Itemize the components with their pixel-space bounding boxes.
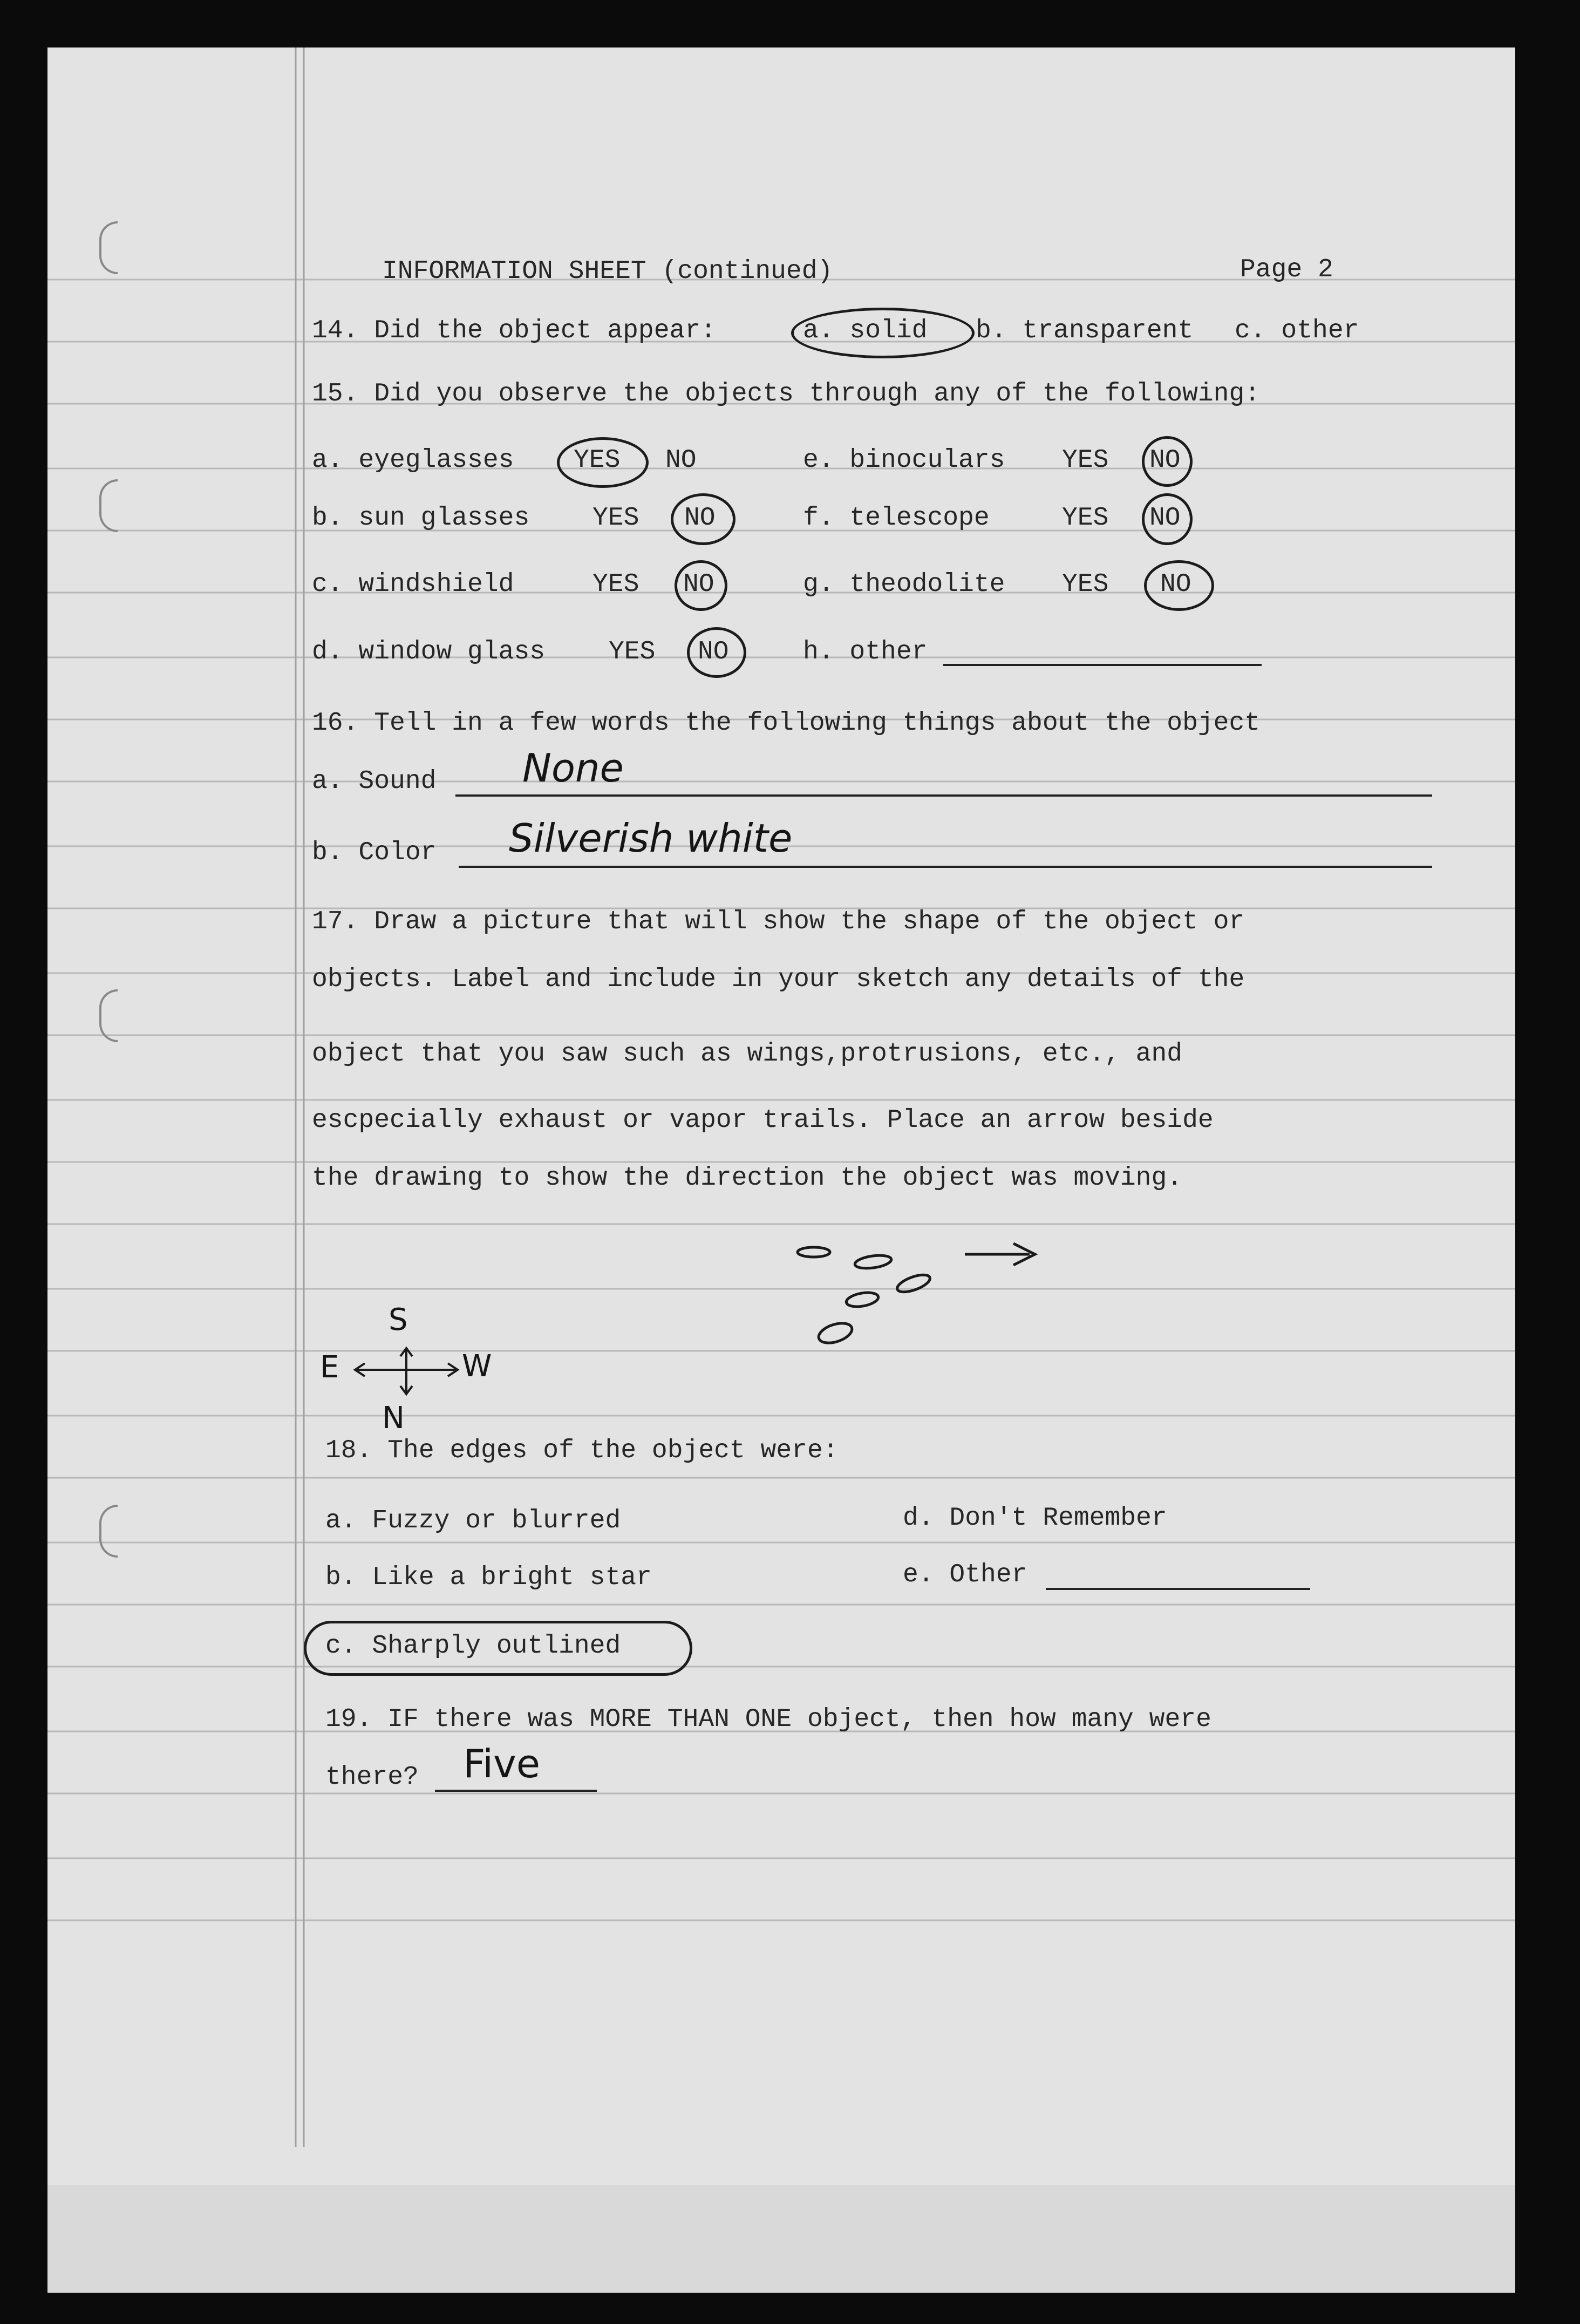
q16-color-label: b. Color: [312, 838, 437, 867]
q18-option-e: e. Other: [903, 1560, 1027, 1589]
q18-option-b: b. Like a bright star: [325, 1563, 652, 1592]
sheet-title: INFORMATION SHEET (continued): [382, 257, 833, 286]
q15-h-blank: [943, 664, 1262, 666]
q15-b-label: b. sun glasses: [312, 504, 530, 533]
q16-sound-answer: None: [522, 745, 624, 791]
q17-line-1: 17. Draw a picture that will show the shape of the object or: [312, 907, 1245, 936]
q15-h-label: h. other: [803, 637, 928, 667]
q15-f-no: NO: [1149, 504, 1181, 533]
paper-sheet: [47, 47, 1515, 2293]
compass-east: E: [320, 1350, 339, 1385]
q15-b-yes: YES: [592, 504, 639, 533]
q15-e-label: e. binoculars: [803, 446, 1005, 475]
q16-color-answer: Silverish white: [509, 816, 793, 861]
q19-line-2: there?: [325, 1763, 419, 1792]
q15-c-label: c. windshield: [312, 570, 514, 599]
q17-line-4: escpecially exhaust or vapor trails. Place an arrow beside: [312, 1106, 1214, 1135]
q15-c-no: NO: [683, 570, 714, 599]
q15-f-label: f. telescope: [803, 504, 990, 533]
q18-option-a: a. Fuzzy or blurred: [325, 1506, 621, 1535]
q15-c-yes: YES: [592, 570, 639, 599]
binder-hole-4: [99, 1505, 118, 1558]
q15-g-no: NO: [1160, 570, 1191, 599]
sketch-object-2: [854, 1253, 892, 1270]
q15-g-label: g. theodolite: [803, 570, 1005, 599]
q15-question: 15. Did you observe the objects through any of the following:: [312, 379, 1261, 409]
q15-d-yes: YES: [609, 637, 656, 667]
page-number: Page 2: [1240, 255, 1333, 284]
q14-option-c: c. other: [1235, 316, 1359, 345]
q18-question: 18. The edges of the object were:: [325, 1436, 839, 1465]
compass-north: N: [382, 1401, 405, 1436]
compass-south: S: [389, 1302, 408, 1337]
binder-hole-2: [99, 479, 118, 532]
compass-west: W: [462, 1349, 492, 1384]
q15-a-no: NO: [665, 446, 697, 475]
q19-answer: Five: [463, 1741, 541, 1786]
q16-sound-label: a. Sound: [312, 767, 437, 796]
q14-question: 14. Did the object appear:: [312, 316, 716, 345]
object-sketch: [771, 1229, 1148, 1370]
compass-cross: [339, 1327, 479, 1413]
sketch-object-1: [798, 1247, 830, 1257]
binder-hole-1: [99, 221, 118, 274]
q16-color-blank: [459, 866, 1432, 868]
q15-f-yes: YES: [1062, 504, 1109, 533]
sketch-object-4: [845, 1290, 879, 1309]
sketch-object-5: [816, 1320, 855, 1347]
q18-option-c: c. Sharply outlined: [325, 1632, 621, 1661]
q19-answer-blank: [435, 1790, 597, 1792]
q15-g-yes: YES: [1062, 570, 1109, 599]
q18-option-d: d. Don't Remember: [903, 1504, 1167, 1533]
q15-d-no: NO: [698, 637, 729, 667]
q15-e-no: NO: [1149, 446, 1181, 475]
sketch-object-3: [895, 1272, 932, 1295]
q17-line-5: the drawing to show the direction the object was moving.: [312, 1164, 1183, 1193]
q19-line-1: 19. IF there was MORE THAN ONE object, then how many were: [325, 1705, 1211, 1734]
q15-a-yes: YES: [574, 446, 621, 475]
q14-option-b: b. transparent: [976, 316, 1194, 345]
q15-b-no: NO: [684, 504, 716, 533]
q15-e-yes: YES: [1062, 446, 1109, 475]
q16-sound-blank: [455, 794, 1432, 797]
q18-other-blank: [1046, 1588, 1310, 1590]
q16-question: 16. Tell in a few words the following things about the object: [312, 709, 1261, 738]
q17-line-3: object that you saw such as wings,protrusions, etc., and: [312, 1039, 1183, 1069]
q17-line-2: objects. Label and include in your sketch any details of the: [312, 965, 1245, 994]
binder-hole-3: [99, 989, 118, 1042]
q15-a-label: a. eyeglasses: [312, 446, 514, 475]
q14-option-a: a. solid: [803, 316, 928, 345]
information-sheet-page: [47, 47, 1515, 2185]
q15-d-label: d. window glass: [312, 637, 546, 667]
